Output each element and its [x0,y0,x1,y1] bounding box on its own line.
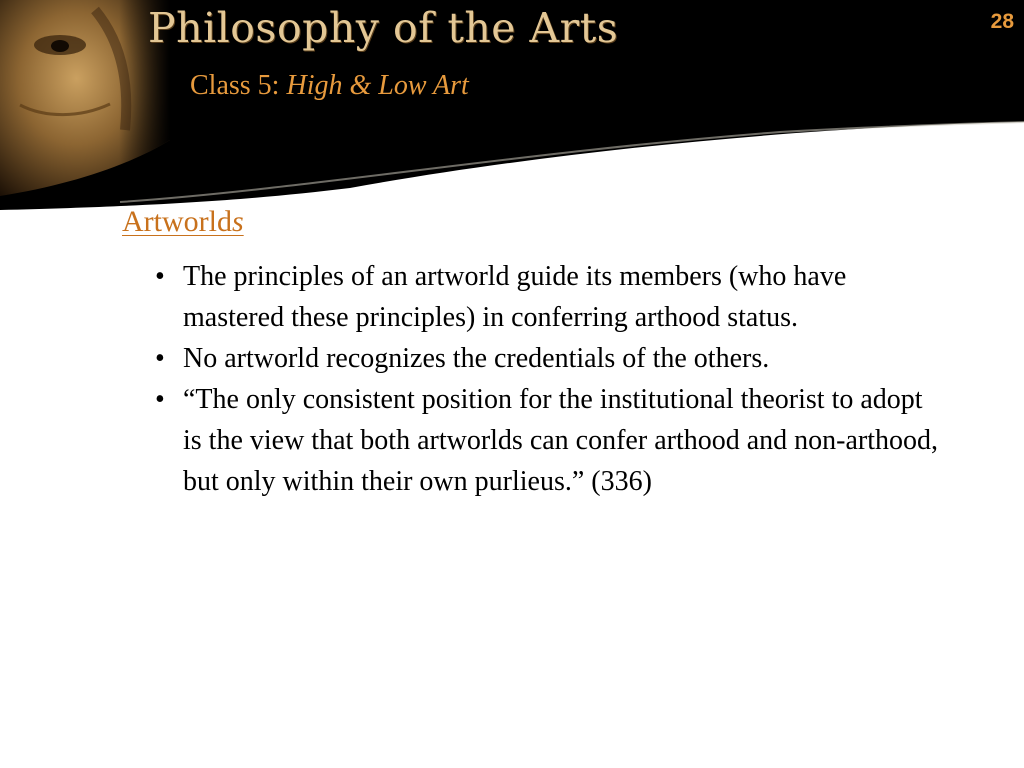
bullet-text: “The only consistent position for the institutional theorist to adopt is the view that both artworlds can confer arthood and non-arthood, but only within their own purlieus.” (336) [183,384,939,497]
heading-suffix: s [231,205,244,238]
bullet-text: The principles of an artworld guide its members (who have mastered these principles) in conferring arthood status. [183,261,847,333]
bullet-list [155,256,945,502]
section-heading-link[interactable] [122,205,244,239]
series-title: Philosophy of the Arts [148,4,619,52]
bullet-marker: • [155,343,165,374]
subtitle-topic: High & Low Art [286,70,469,101]
bullet-item [155,338,945,379]
subtitle-prefix: Class 5: [190,70,287,101]
bullet-marker: • [155,261,165,292]
bullet-text: No artworld recognizes the credentials of the others. [183,343,770,374]
bullet-marker: • [155,384,165,415]
heading-main: Artworld [122,205,232,238]
class-subtitle [190,70,469,102]
slide-number: 28 [990,10,1014,33]
bullet-item [155,379,945,502]
bullet-item [155,256,945,338]
